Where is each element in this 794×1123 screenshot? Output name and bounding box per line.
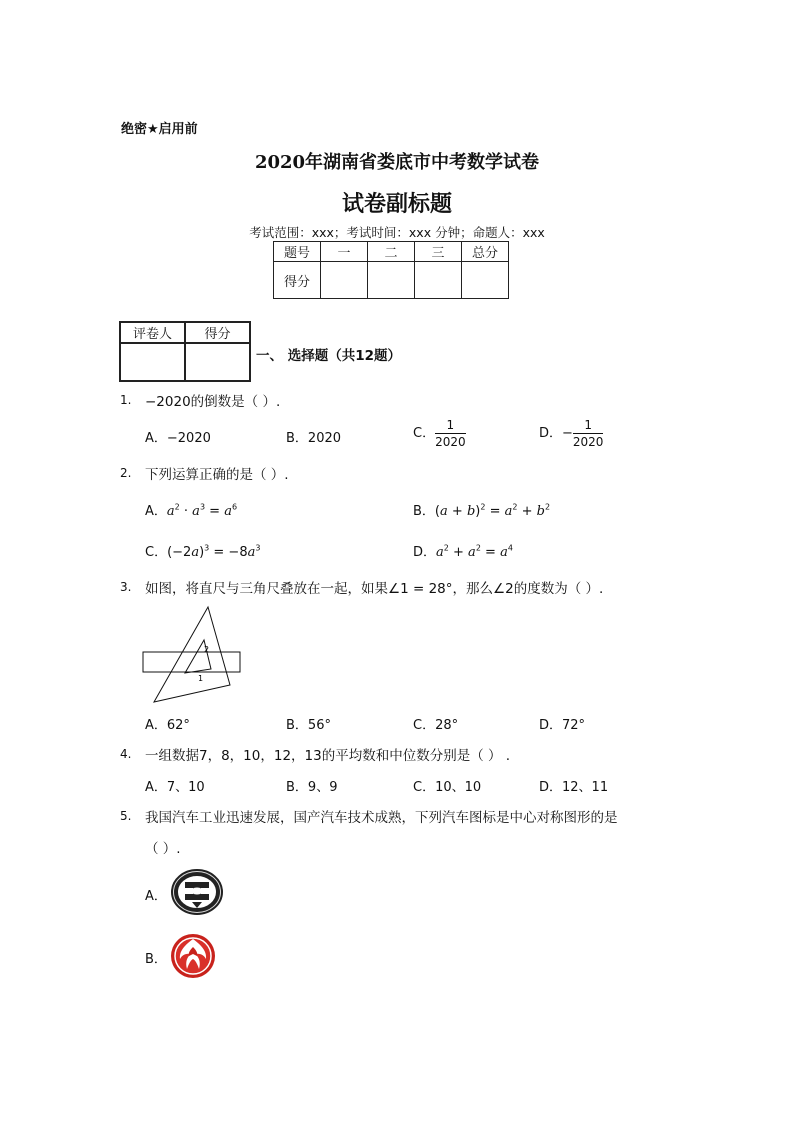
option-a: A．62° — [145, 718, 190, 733]
question-number: 4. — [120, 747, 132, 761]
grader-cell — [120, 343, 185, 381]
brilliance-logo-icon — [170, 868, 224, 916]
grader-table — [119, 321, 251, 382]
score-cell — [368, 262, 415, 299]
option-b: B．2020 — [286, 431, 342, 446]
option-a: A．−2020 — [145, 431, 211, 446]
ruler-triangle-figure — [140, 605, 245, 705]
option-d: D．12、11 — [539, 780, 609, 795]
score-cell — [321, 262, 368, 299]
option-label: D．− — [539, 426, 573, 441]
score-header-cell: 一 — [321, 242, 368, 262]
question-text: −2020的倒数是（ ）. — [145, 394, 281, 410]
exam-subtitle: 试卷副标题 — [341, 192, 452, 217]
option-b: B．56° — [286, 718, 331, 733]
question-text: 如图，将直尺与三角尺叠放在一起，如果∠1 = 28°，那么∠2的度数为（ ）. — [145, 581, 604, 597]
question-text: 下列运算正确的是（ ）. — [145, 467, 289, 483]
grader-header-cell: 评卷人 — [120, 322, 185, 343]
score-table — [273, 241, 509, 299]
score-row-label: 得分 — [274, 262, 321, 299]
option-c: C．10、10 — [413, 780, 482, 795]
confidential-mark: 绝密★启用前 — [121, 122, 198, 137]
score-cell — [462, 262, 509, 299]
option-c: C．$(-2a)^3 = -8a^3$ — [145, 543, 261, 560]
option-b: B．$(a + b)^2 = a^2 + b^2$ — [413, 502, 551, 519]
section-heading: 一、 选择题（共12题） — [256, 348, 401, 364]
question-number: 3. — [120, 580, 132, 594]
exam-info: 考试范围：xxx；考试时间：xxx 分钟；命题人：xxx — [249, 225, 545, 240]
exam-title: 2020年湖南省娄底市中考数学试卷 — [254, 152, 540, 173]
angle-2-label: 2 — [204, 645, 210, 654]
option-b-label: B． — [145, 952, 167, 967]
dongfeng-logo-icon — [169, 933, 217, 979]
option-c — [413, 418, 466, 449]
fraction: $\frac{1}{2020}$ — [572, 418, 604, 449]
grader-cell — [185, 343, 250, 381]
option-a: A．7、10 — [145, 780, 205, 795]
option-d: D．$a^2 + a^2 = a^4$ — [413, 543, 513, 560]
score-header-cell: 题号 — [274, 242, 321, 262]
fraction: $\frac{1}{2020}$ — [435, 418, 466, 449]
score-header-cell: 总分 — [462, 242, 509, 262]
option-c: C．28° — [413, 718, 459, 733]
question-number: 1. — [120, 393, 132, 407]
option-a: A．$a^2 \cdot a^3 = a^6$ — [145, 502, 238, 519]
grader-header-cell: 得分 — [185, 322, 250, 343]
option-d: D．72° — [539, 718, 586, 733]
question-text: 我国汽车工业迅速发展，国产汽车技术成熟，下列汽车图标是中心对称图形的是 — [145, 810, 618, 826]
option-label: C． — [413, 426, 436, 441]
score-header-cell: 三 — [415, 242, 462, 262]
angle-1-label: 1 — [198, 674, 204, 683]
question-number: 2. — [120, 466, 132, 480]
option-a-label: A． — [145, 889, 167, 904]
option-b: B．9、9 — [286, 780, 338, 795]
score-cell — [415, 262, 462, 299]
score-header-cell: 二 — [368, 242, 415, 262]
question-number: 5. — [120, 809, 132, 823]
option-d — [539, 418, 603, 449]
question-text: 一组数据7，8，10，12，13的平均数和中位数分别是（ ） . — [145, 748, 511, 764]
outer-triangle-shape — [154, 607, 230, 702]
question-text-continued: （ ）. — [145, 841, 181, 857]
